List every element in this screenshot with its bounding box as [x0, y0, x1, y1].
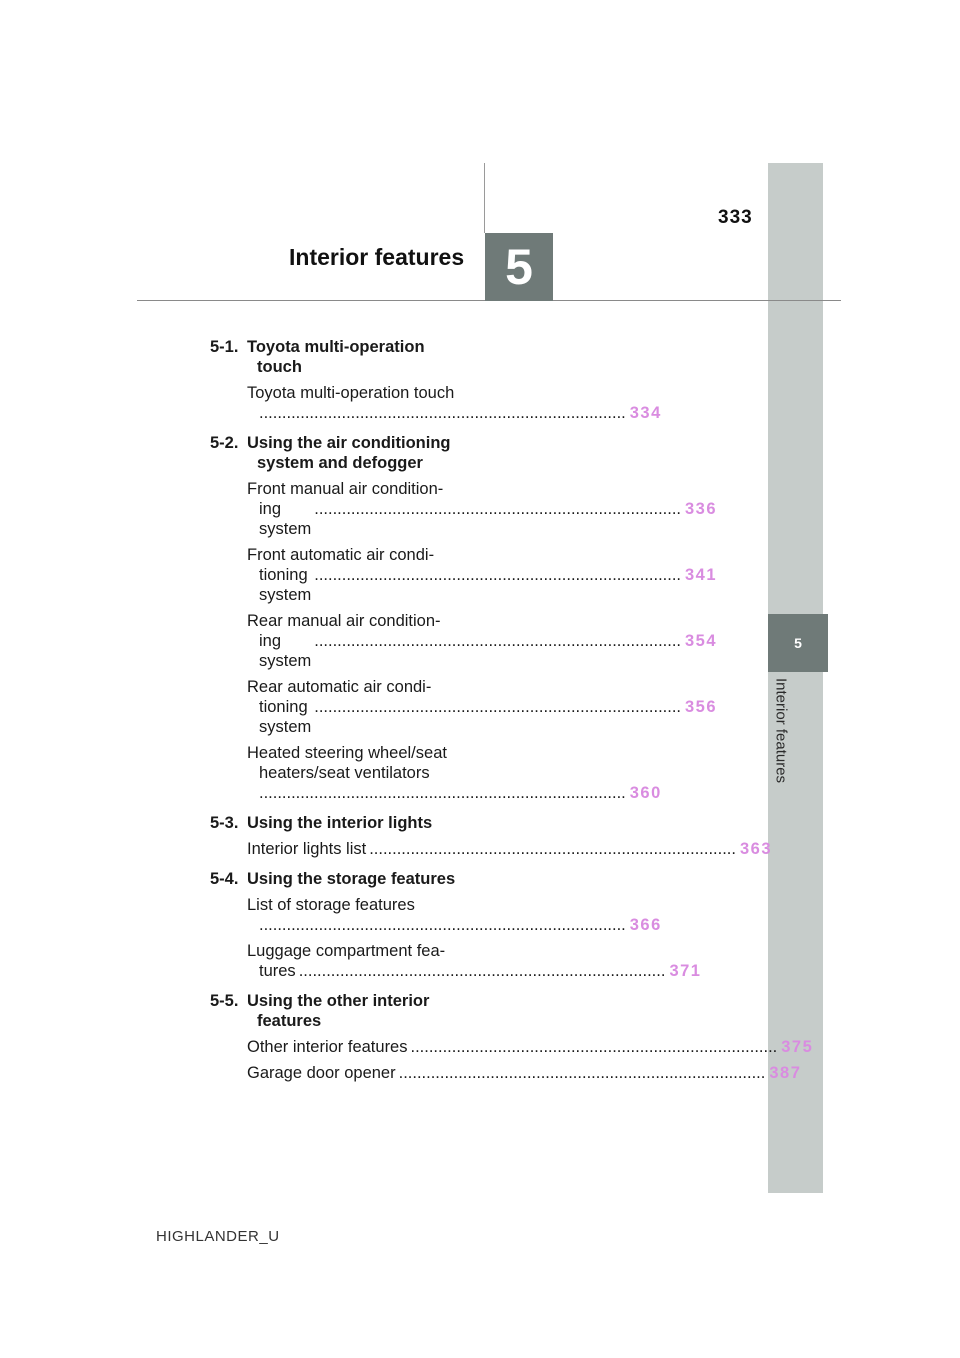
toc-entry-page-link[interactable]: 356	[685, 698, 718, 716]
toc-entry[interactable]	[247, 545, 718, 605]
toc-entry-page-link[interactable]: 341	[685, 566, 718, 584]
toc-section-number: 5-4.	[210, 870, 239, 888]
toc-entry-title: Rear manual air condition-	[247, 612, 441, 630]
chapter-tab[interactable]	[768, 614, 828, 672]
toc-entry-title: Interior lights list	[247, 840, 367, 858]
toc-entry[interactable]	[247, 1063, 802, 1083]
header-divider-vertical	[484, 163, 485, 233]
toc-entry-page-link[interactable]: 360	[629, 784, 662, 802]
toc-entry-page-link[interactable]: 354	[685, 632, 718, 650]
toc-leader-dots: ................................................................................	[314, 566, 681, 584]
toc-section	[210, 433, 472, 473]
toc-entry[interactable]	[247, 677, 718, 737]
toc-leader-dots: ................................................................................	[259, 404, 626, 422]
toc-entry-page-link[interactable]: 387	[769, 1064, 802, 1082]
toc-entry-title-cont: tures	[259, 962, 296, 980]
toc-entry[interactable]	[247, 1037, 814, 1057]
toc-leader-dots: ................................................................................	[314, 698, 681, 716]
toc-entry-title: Luggage compartment fea-	[247, 942, 446, 960]
toc-section-number: 5-5.	[210, 992, 239, 1010]
toc-section-title: Using the other interior features	[247, 992, 430, 1030]
toc-entry-title: Garage door opener	[247, 1064, 396, 1082]
toc-entry[interactable]	[247, 941, 702, 981]
toc-section	[210, 337, 472, 377]
toc-entry-page-link[interactable]: 366	[629, 916, 662, 934]
chapter-tab-label: 5	[794, 635, 802, 651]
toc-leader-dots: ................................................................................	[398, 1064, 766, 1082]
toc-section-title: Using the interior lights	[247, 814, 433, 832]
toc-entry-title: Heated steering wheel/seat	[247, 744, 447, 762]
toc-section-title: Using the storage features	[247, 870, 456, 888]
page-number: 333	[718, 207, 753, 228]
section-title: Interior features	[289, 244, 465, 270]
toc-entry[interactable]	[247, 839, 772, 859]
toc-leader-dots: ................................................................................	[259, 784, 626, 802]
toc-entry-title: Other interior features	[247, 1038, 408, 1056]
toc-entry-title-cont: tioning system	[259, 698, 312, 736]
toc-entry-title: Front automatic air condi-	[247, 546, 435, 564]
footer-model-code: HIGHLANDER_U	[156, 1228, 280, 1245]
toc-entry-title-cont: tioning system	[259, 566, 312, 604]
toc-leader-dots: ................................................................................	[314, 632, 681, 650]
toc-entry[interactable]	[247, 383, 662, 423]
table-of-contents	[210, 337, 814, 1083]
toc-leader-dots: ................................................................................	[369, 840, 736, 858]
toc-entry-title-cont: heaters/seat ventilators	[259, 764, 430, 782]
toc-entry[interactable]	[247, 479, 718, 539]
toc-section-title: Toyota multi-operation touch	[247, 338, 425, 376]
toc-entry-title: Front manual air condition-	[247, 480, 444, 498]
toc-entry-title: List of storage features	[247, 896, 415, 914]
toc-entry-page-link[interactable]: 336	[685, 500, 718, 518]
toc-leader-dots: ................................................................................	[259, 916, 626, 934]
chapter-number-box: 5	[485, 233, 553, 301]
toc-entry-title: Rear automatic air condi-	[247, 678, 432, 696]
toc-entry-page-link[interactable]: 363	[739, 840, 772, 858]
toc-leader-dots: ................................................................................	[314, 500, 681, 518]
toc-entry[interactable]	[247, 743, 662, 803]
toc-section-number: 5-1.	[210, 338, 239, 356]
toc-leader-dots: ................................................................................	[410, 1038, 778, 1056]
toc-entry-title: Toyota multi-operation touch	[247, 384, 455, 402]
toc-entry-title-cont: ing system	[259, 500, 312, 538]
toc-section	[210, 869, 472, 889]
toc-section-title: Using the air conditioning system and defogger	[247, 434, 451, 472]
toc-entry-page-link[interactable]: 334	[629, 404, 662, 422]
toc-leader-dots: ................................................................................	[298, 962, 666, 980]
toc-entry[interactable]	[247, 611, 718, 671]
toc-entry-page-link[interactable]: 375	[781, 1038, 814, 1056]
toc-section	[210, 991, 472, 1031]
toc-entry[interactable]	[247, 895, 662, 935]
toc-section-number: 5-2.	[210, 434, 239, 452]
toc-section	[210, 813, 472, 833]
toc-section-number: 5-3.	[210, 814, 239, 832]
toc-entry-title-cont: ing system	[259, 632, 312, 670]
sidebar-section-label: Interior features	[772, 678, 790, 784]
toc-entry-page-link[interactable]: 371	[669, 962, 702, 980]
